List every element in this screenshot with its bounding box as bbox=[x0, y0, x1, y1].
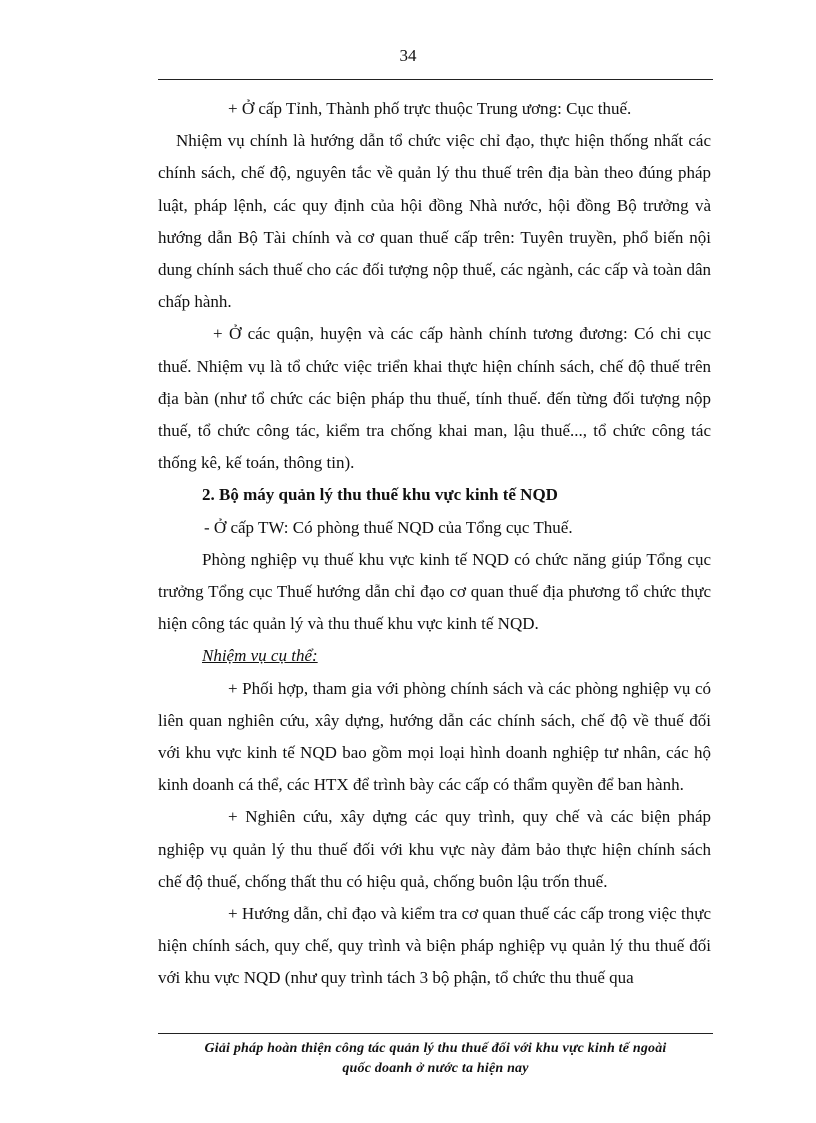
header-rule bbox=[158, 79, 713, 80]
subheading: Nhiệm vụ cụ thể: bbox=[202, 646, 318, 666]
paragraph: + Nghiên cứu, xây dựng các quy trình, quy chế và các biện pháp nghiệp vụ quản lý thu thuế đối với khu vực này đảm bảo thực hiện chính sách chế độ thuế, chống thất thu có hiệu quả, chống buôn lậu trốn thuế. bbox=[158, 807, 711, 891]
paragraph: + Ở cấp Tỉnh, Thành phố trực thuộc Trung ương: Cục thuế. bbox=[228, 99, 632, 118]
footer bbox=[158, 1039, 713, 1079]
document-body bbox=[158, 93, 711, 995]
footer-line-2: quốc doanh ở nước ta hiện nay bbox=[342, 1061, 529, 1076]
footer-line-1: Giải pháp hoàn thiện công tác quản lý thu thuế đối với khu vực kinh tế ngoài bbox=[204, 1041, 667, 1056]
page-number: 34 bbox=[399, 46, 417, 65]
paragraph: + Ở các quận, huyện và các cấp hành chính tương đương: Có chi cục thuế. Nhiệm vụ là tổ chức việc triển khai thực hiện chính sách, chế độ thuế trên địa bàn (như tổ chức các biện pháp thu thuế, tính thuế. đến từng đối tượng nộp thuế, tổ chức công tác, kiểm tra chống khai man, lậu thuế..., tổ chức công tác thống kê, kế toán, thông tin). bbox=[158, 324, 711, 473]
section-heading: 2. Bộ máy quản lý thu thuế khu vực kinh tế NQD bbox=[202, 485, 558, 505]
paragraph: Nhiệm vụ chính là hướng dẫn tổ chức việc chỉ đạo, thực hiện thống nhất các chính sách, chế độ, nguyên tắc về quản lý thu thuế trên địa bàn theo đúng pháp luật, pháp lệnh, các quy định của hội đồng Nhà nước, hội đồng Bộ trưởng và hướng dẫn Bộ Tài chính và cơ quan thuế cấp trên: Tuyên truyền, phổ biến nội dung chính sách thuế cho các đối tượng nộp thuế, các ngành, các cấp và toàn dân chấp hành. bbox=[158, 131, 711, 312]
paragraph: Phòng nghiệp vụ thuế khu vực kinh tế NQD có chức năng giúp Tổng cục trưởng Tổng cục Thuế hướng dẫn chỉ đạo cơ quan thuế địa phương tổ chức thực hiện công tác quản lý và thu thuế khu vực kinh tế NQD. bbox=[158, 549, 711, 634]
footer-rule bbox=[158, 1033, 713, 1034]
paragraph: - Ở cấp TW: Có phòng thuế NQD của Tổng cục Thuế. bbox=[204, 517, 573, 537]
paragraph: + Hướng dẫn, chỉ đạo và kiểm tra cơ quan thuế các cấp trong việc thực hiện chính sách, quy chế, quy trình và biện pháp nghiệp vụ quản lý thu thuế đối với khu vực NQD (như quy trình tách 3 bộ phận, tổ chức thu thuế qua bbox=[158, 904, 711, 988]
paragraph: + Phối hợp, tham gia với phòng chính sách và các phòng nghiệp vụ có liên quan nghiên cứu, xây dựng, hướng dẫn các chính sách, chế độ về thuế đối với khu vực kinh tế NQD bao gồm mọi loại hình doanh nghiệp tư nhân, các hộ kinh doanh cá thể, các HTX để trình bày các cấp có thẩm quyền để ban hành. bbox=[158, 678, 711, 795]
